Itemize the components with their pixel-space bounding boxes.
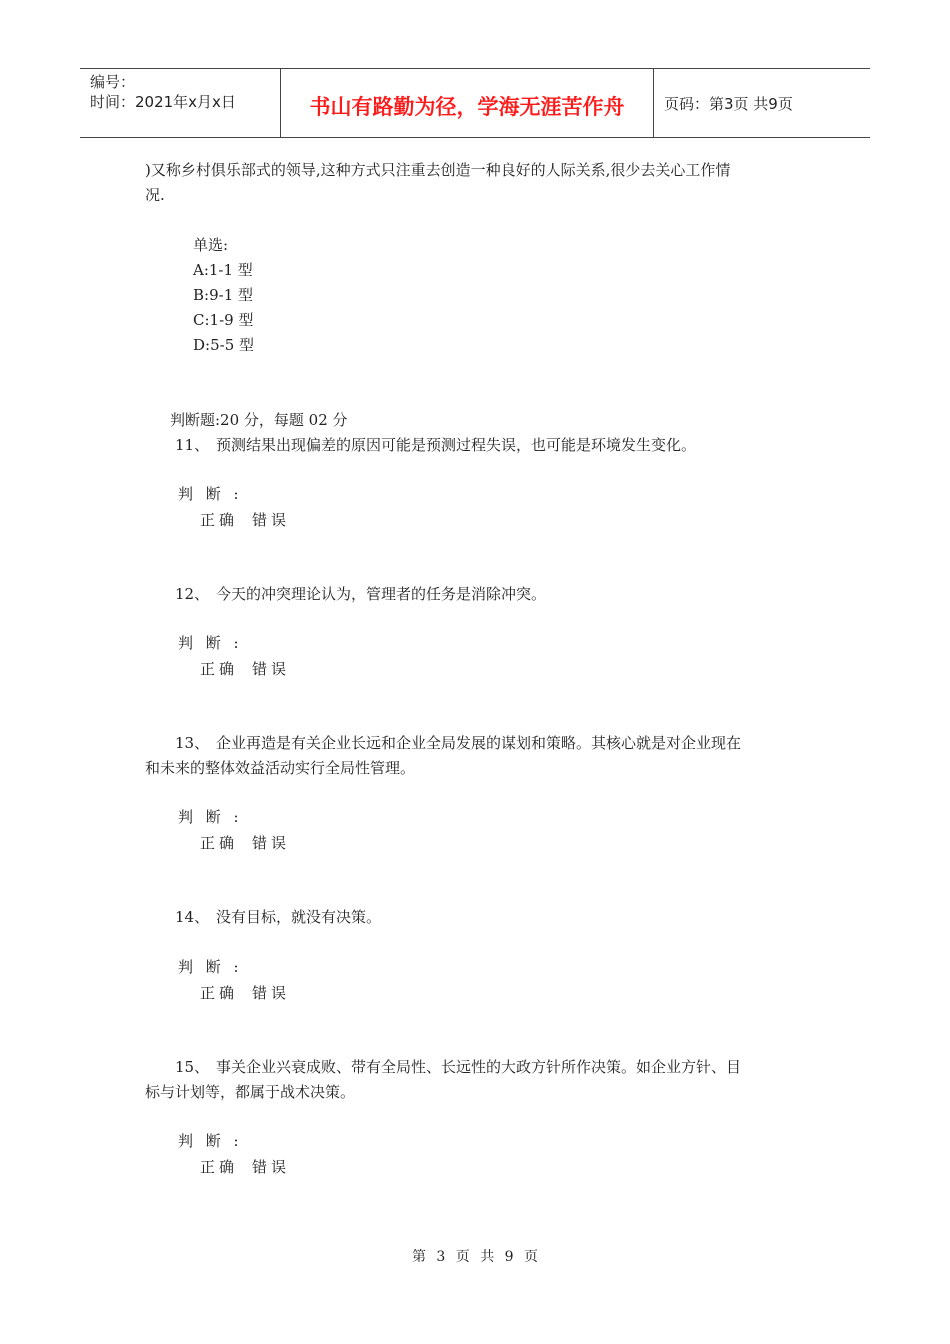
answer-correct[interactable]: 正确 [200, 511, 239, 529]
header-motto-cell [281, 69, 654, 137]
answer-wrong[interactable]: 错误 [252, 511, 291, 529]
question-text: 事关企业兴衰成败、带有全局性、长远性的大政方针所作决策。如企业方针、目 [216, 1058, 742, 1076]
option-a: A:1-1 型 [193, 261, 253, 279]
judge-label: 判 断 : [178, 1132, 243, 1150]
question-number: 11、 [175, 436, 210, 454]
judge-options [200, 1155, 304, 1179]
question-text-cont: 标与计划等，都属于战术决策。 [145, 1083, 356, 1101]
judge-options [200, 831, 304, 855]
judge-label: 判 断 : [178, 958, 243, 976]
question-text: 预测结果出现偏差的原因可能是预测过程失误，也可能是环境发生变化。 [216, 436, 697, 454]
answer-correct[interactable]: 正确 [200, 834, 239, 852]
motto: 书山有路勤为径，学海无涯苦作舟 [309, 95, 625, 119]
question-number: 14、 [175, 908, 210, 926]
option-b: B:9-1 型 [193, 286, 254, 304]
judge-options [200, 657, 304, 681]
answer-correct[interactable]: 正确 [200, 660, 239, 678]
option-d: D:5-5 型 [193, 336, 255, 354]
question-type-label: 单选: [193, 236, 229, 254]
question-number: 13、 [175, 734, 210, 752]
answer-wrong[interactable]: 错误 [252, 1158, 291, 1176]
question-number: 15、 [175, 1058, 210, 1076]
judge-options [200, 508, 304, 532]
answer-correct[interactable]: 正确 [200, 1158, 239, 1176]
page-header [80, 68, 870, 138]
judge-label: 判 断 : [178, 485, 243, 503]
question-text-cont: 和未来的整体效益活动实行全局性管理。 [145, 759, 416, 777]
number-label: 编号： [90, 73, 136, 91]
section-title: 判断题:20 分，每题 02 分 [170, 411, 348, 429]
page-indicator: 页码：第3页 共9页 [664, 95, 793, 113]
judge-label: 判 断 : [178, 808, 243, 826]
intro-line-2: 况. [145, 186, 165, 204]
answer-wrong[interactable]: 错误 [252, 660, 291, 678]
question-text: 企业再造是有关企业长远和企业全局发展的谋划和策略。其核心就是对企业现在 [216, 734, 742, 752]
question-text: 没有目标，就没有决策。 [216, 908, 382, 926]
answer-wrong[interactable]: 错误 [252, 834, 291, 852]
page-footer: 第 3 页 共 9 页 [411, 1249, 539, 1265]
option-c: C:1-9 型 [193, 311, 254, 329]
intro-line-1: )又称乡村俱乐部式的领导,这种方式只注重去创造一种良好的人际关系,很少去关心工作情 [145, 161, 731, 179]
answer-wrong[interactable]: 错误 [252, 984, 291, 1002]
judge-label: 判 断 : [178, 634, 243, 652]
question-text: 今天的冲突理论认为，管理者的任务是消除冲突。 [216, 585, 547, 603]
question-number: 12、 [175, 585, 210, 603]
judge-options [200, 981, 304, 1005]
header-meta [80, 69, 281, 137]
time-label: 时间：2021年x月x日 [90, 93, 236, 111]
answer-correct[interactable]: 正确 [200, 984, 239, 1002]
